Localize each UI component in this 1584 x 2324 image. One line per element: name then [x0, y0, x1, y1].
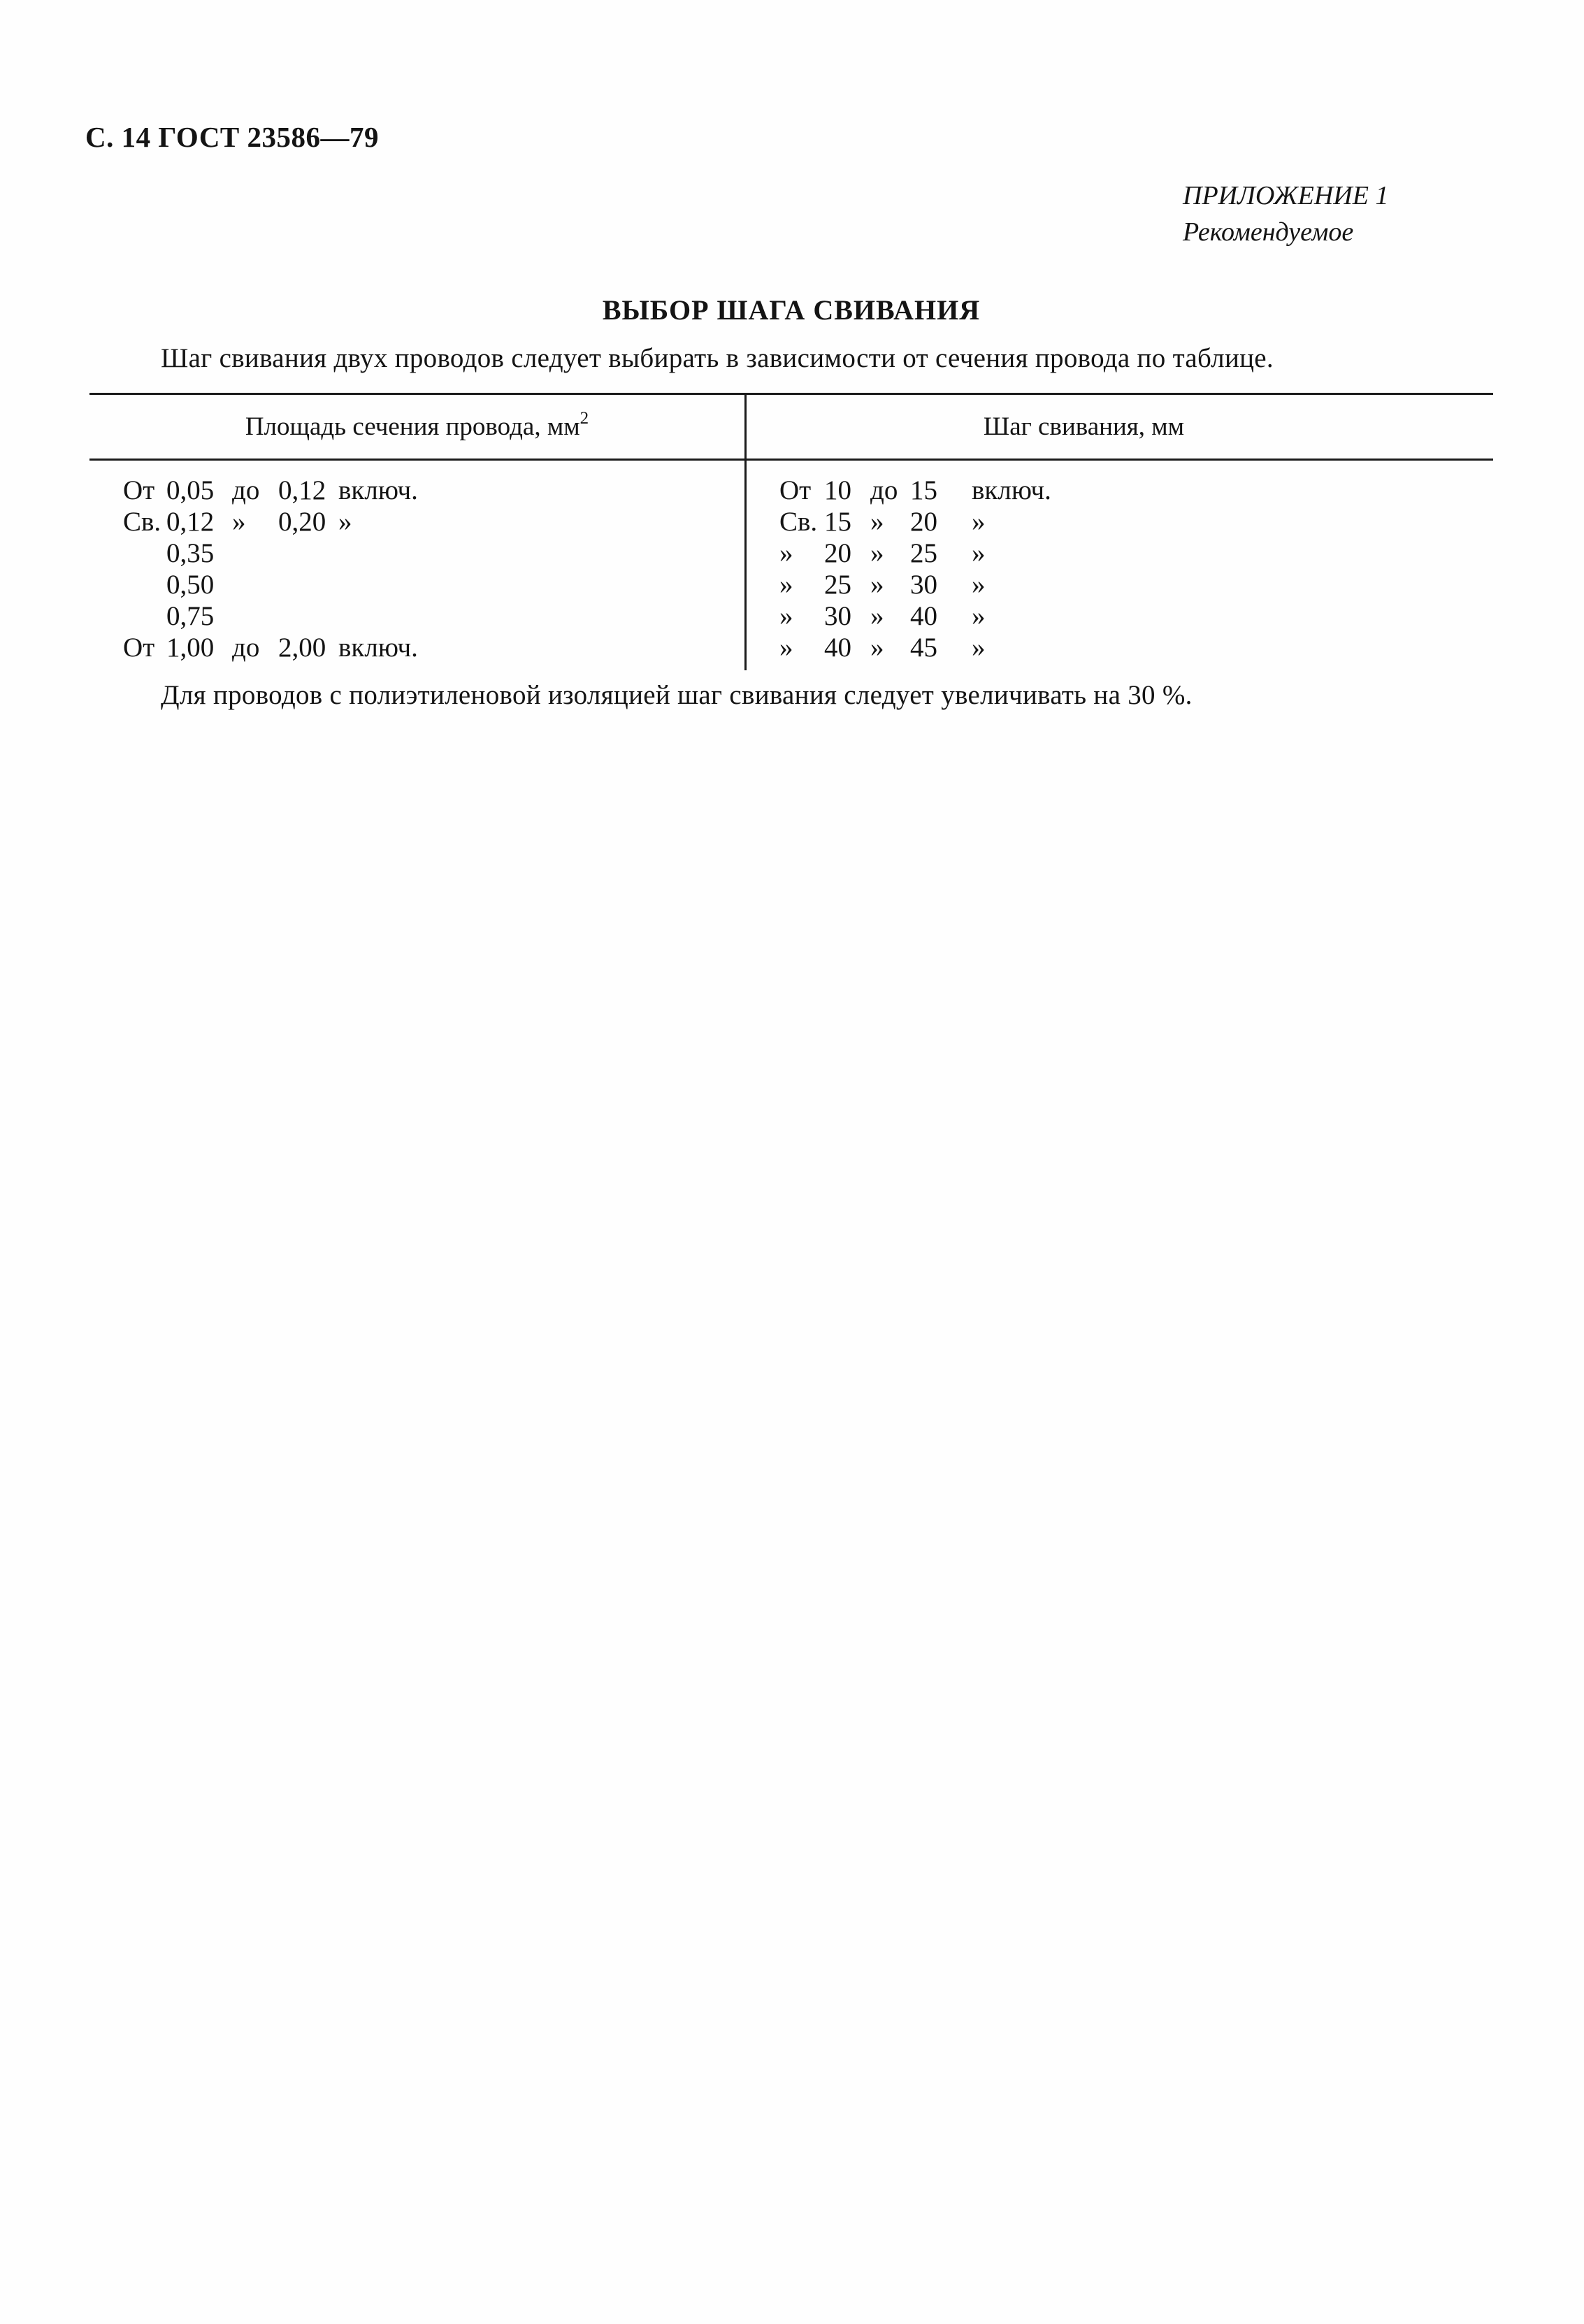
col-header-area-label: Площадь сечения провода, мм — [245, 412, 580, 441]
cell-area — [89, 569, 744, 600]
range-prefix: » — [779, 538, 793, 568]
cell-pitch — [744, 537, 1493, 569]
twist-pitch-table — [89, 393, 1493, 674]
range-prefix: Св. — [123, 507, 161, 537]
range-suffix: » — [338, 507, 352, 537]
range-from: 25 — [824, 570, 851, 600]
cell-pitch — [744, 632, 1493, 663]
range-connector: » — [870, 507, 884, 537]
range-suffix — [338, 569, 744, 600]
range-suffix: включ. — [338, 475, 418, 505]
col-header-pitch — [744, 395, 1493, 459]
range-to: 25 — [910, 538, 937, 568]
range-suffix: включ. — [972, 475, 1051, 505]
range-connector: до — [232, 475, 260, 505]
range-connector: » — [870, 601, 884, 631]
annex-block — [1183, 178, 1388, 250]
range-from: 0,35 — [166, 538, 215, 568]
section-title: ВЫБОР ШАГА СВИВАНИЯ — [602, 294, 981, 326]
cell-area — [89, 537, 744, 569]
range-connector — [232, 537, 278, 569]
range-suffix: » — [972, 538, 986, 568]
range-connector: » — [232, 507, 246, 537]
table-row — [89, 569, 1493, 600]
range-prefix: » — [779, 633, 793, 663]
range-connector — [232, 600, 278, 632]
cell-pitch — [744, 600, 1493, 632]
range-to — [278, 569, 338, 600]
range-to: 30 — [910, 570, 937, 600]
range-from: 20 — [824, 538, 851, 568]
range-prefix: От — [123, 475, 155, 505]
range-suffix: » — [972, 601, 986, 631]
range-prefix — [123, 569, 166, 600]
range-connector: » — [870, 633, 884, 663]
col-header-pitch-label: Шаг свивания, мм — [983, 412, 1185, 441]
range-from: 0,50 — [166, 570, 215, 600]
range-to: 20 — [910, 507, 937, 537]
range-to: 45 — [910, 633, 937, 663]
range-to — [278, 537, 338, 569]
table-column-divider — [744, 393, 747, 670]
range-suffix: » — [972, 507, 986, 537]
table-row — [89, 537, 1493, 569]
range-connector: » — [870, 538, 884, 568]
range-connector: до — [870, 475, 898, 505]
range-to: 0,12 — [278, 475, 326, 505]
table-header-row — [89, 393, 1493, 461]
range-to: 2,00 — [278, 633, 326, 663]
range-prefix — [123, 600, 166, 632]
footnote-paragraph: Для проводов с полиэтиленовой изоляцией шаг свивания следует увеличивать на 30 %. — [161, 680, 1193, 710]
cell-pitch — [744, 569, 1493, 600]
range-connector: » — [870, 570, 884, 600]
range-suffix — [338, 600, 744, 632]
table-body — [89, 461, 1493, 674]
range-from: 10 — [824, 475, 851, 505]
cell-area — [89, 475, 744, 506]
range-connector — [232, 569, 278, 600]
range-suffix: » — [972, 633, 986, 663]
range-suffix: включ. — [338, 633, 418, 663]
range-from: 0,12 — [166, 507, 215, 537]
range-prefix — [123, 537, 166, 569]
range-to: 0,20 — [278, 507, 326, 537]
range-from: 15 — [824, 507, 851, 537]
table-row — [89, 506, 1493, 537]
range-to: 40 — [910, 601, 937, 631]
table-row — [89, 475, 1493, 506]
annex-title: ПРИЛОЖЕНИЕ 1 — [1183, 181, 1389, 210]
range-prefix: » — [779, 601, 793, 631]
annex-subtitle: Рекомендуемое — [1183, 217, 1354, 247]
range-prefix: » — [779, 570, 793, 600]
range-from: 0,75 — [166, 601, 215, 631]
range-suffix — [338, 537, 744, 569]
range-from: 1,00 — [166, 633, 215, 663]
range-prefix: От — [779, 475, 812, 505]
range-from: 40 — [824, 633, 851, 663]
cell-area — [89, 506, 744, 537]
table-row — [89, 600, 1493, 632]
range-suffix: » — [972, 570, 986, 600]
col-header-area: Площадь сечения провода, мм 2 — [245, 408, 589, 441]
range-to — [278, 600, 338, 632]
cell-pitch — [744, 475, 1493, 506]
range-prefix: От — [123, 633, 155, 663]
cell-area — [89, 632, 744, 663]
cell-pitch — [744, 506, 1493, 537]
page-header: С. 14 ГОСТ 23586—79 — [85, 121, 380, 153]
range-connector: до — [232, 633, 260, 663]
range-prefix: Св. — [779, 507, 818, 537]
table-row — [89, 632, 1493, 663]
intro-paragraph: Шаг свивания двух проводов следует выбирать в зависимости от сечения провода по таблице. — [161, 343, 1274, 373]
range-to: 15 — [910, 475, 937, 505]
range-from: 30 — [824, 601, 851, 631]
range-from: 0,05 — [166, 475, 215, 505]
cell-area — [89, 600, 744, 632]
